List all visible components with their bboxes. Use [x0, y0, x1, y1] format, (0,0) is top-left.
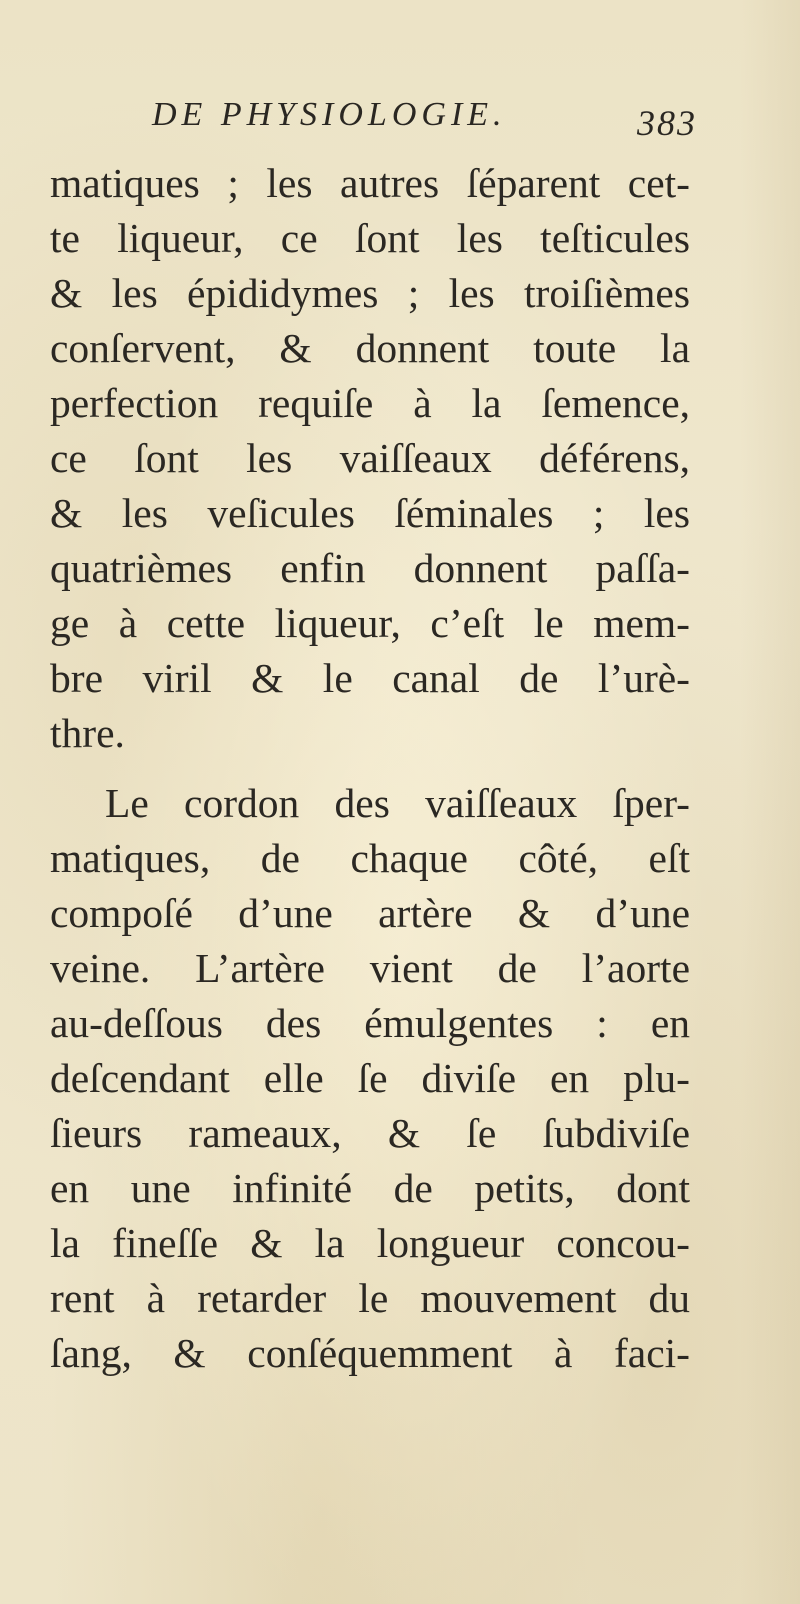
paragraph-2 — [50, 776, 690, 1381]
text-line: & les épididymes ; les troiſièmes — [50, 270, 690, 316]
text-line: matiques ; les autres ſéparent cet- — [50, 160, 690, 206]
text-line: en une infinité de petits, dont — [50, 1165, 690, 1211]
text-line: ge à cette liqueur, c’eſt le mem- — [50, 600, 690, 646]
text-line-first: Le cordon des vaiſſeaux ſper- — [105, 780, 690, 826]
text-line: compoſé d’une artère & d’une — [50, 890, 690, 936]
page-header — [152, 96, 697, 156]
paragraph-1 — [50, 156, 690, 761]
text-line: ſang, & conſéquemment à faci- — [50, 1330, 690, 1376]
text-line: deſcendant elle ſe diviſe en plu- — [50, 1055, 690, 1101]
paragraph-spacer — [50, 761, 690, 776]
text-line: veine. L’artère vient de l’aorte — [50, 945, 690, 991]
running-head: DE PHYSIOLOGIE. — [152, 96, 507, 133]
page-edge-shadow — [740, 0, 800, 1604]
text-line: rent à retarder le mouvement du — [50, 1275, 690, 1321]
text-line: & les veſicules ſéminales ; les — [50, 490, 690, 536]
text-line: la fineſſe & la longueur concou- — [50, 1220, 690, 1266]
text-line: conſervent, & donnent toute la — [50, 325, 690, 371]
text-line: perfection requiſe à la ſemence, — [50, 380, 690, 426]
text-line-last: thre. — [50, 710, 125, 756]
text-line: bre viril & le canal de l’urè- — [50, 655, 690, 701]
text-line: quatrièmes enfin donnent paſſa- — [50, 545, 690, 591]
text-line: te liqueur, ce ſont les teſticules — [50, 215, 690, 261]
text-line: matiques, de chaque côté, eſt — [50, 835, 690, 881]
text-line: ce ſont les vaiſſeaux déférens, — [50, 435, 690, 481]
text-line: ſieurs rameaux, & ſe ſubdiviſe — [50, 1110, 690, 1156]
body-text — [50, 156, 690, 1381]
text-line: au-deſſous des émulgentes : en — [50, 1000, 690, 1046]
page-number: 383 — [637, 103, 697, 143]
